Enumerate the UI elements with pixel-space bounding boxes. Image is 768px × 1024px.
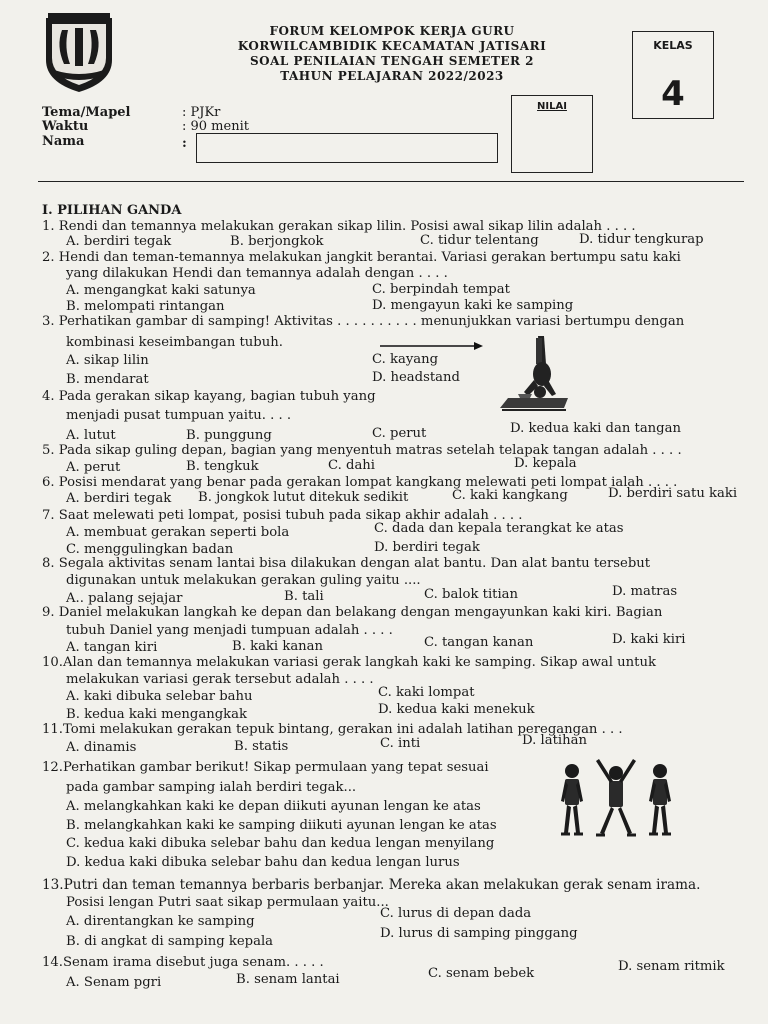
q11-option-a[interactable]: A. dinamis (66, 740, 137, 755)
header-line-4: TAHUN PELAJARAN 2022/2023 (280, 69, 504, 83)
q6-option-c[interactable]: C. kaki kangkang (452, 488, 568, 503)
q3-option-a[interactable]: A. sikap lilin (66, 353, 149, 368)
question-7: 7. Saat melewati peti lompat, posisi tubuh pada sikap akhir adalah . . . . (42, 508, 523, 523)
question-9-line-2: tubuh Daniel yang menjadi tumpuan adalah . . . . (66, 623, 393, 638)
q2-option-c[interactable]: C. berpindah tempat (372, 282, 510, 297)
q3-option-d[interactable]: D. headstand (372, 370, 460, 385)
q1-option-a[interactable]: A. berdiri tegak (66, 234, 172, 249)
question-9: 9. Daniel melakukan langkah ke depan dan belakang dengan mengayunkan kaki kiri. Bagian (42, 605, 663, 620)
q13-option-c[interactable]: C. lurus di depan dada (380, 906, 532, 921)
q8-option-d[interactable]: D. matras (612, 584, 678, 599)
question-13-line-2: Posisi lengan Putri saat sikap permulaan yaitu... (66, 895, 389, 910)
question-4: 4. Pada gerakan sikap kayang, bagian tubuh yang (42, 389, 376, 404)
q5-option-a[interactable]: A. perut (66, 460, 121, 475)
q8-option-a[interactable]: A.. palang sejajar (66, 591, 183, 606)
q4-option-c[interactable]: C. perut (372, 426, 427, 441)
q14-option-a[interactable]: A. Senam pgri (66, 975, 162, 990)
question-10: 10.Alan dan temannya melakukan variasi gerak langkah kaki ke samping. Sikap awal untuk (42, 655, 656, 670)
q13-option-d[interactable]: D. lurus di samping pinggang (380, 926, 578, 941)
q7-option-a[interactable]: A. membuat gerakan seperti bola (66, 525, 290, 540)
q14-option-c[interactable]: C. senam bebek (428, 966, 535, 981)
tema-value: : PJKr (182, 105, 221, 120)
arrow-icon (380, 337, 484, 356)
q14-option-b[interactable]: B. senam lantai (236, 972, 340, 987)
question-4-line-2: menjadi pusat tumpuan yaitu. . . . (66, 408, 292, 423)
q12-option-d[interactable]: D. kedua kaki dibuka selebar bahu dan kedua lengan lurus (66, 855, 460, 870)
question-13: 13.Putri dan teman temannya berbaris berbanjar. Mereka akan melakukan gerak senam irama. (42, 877, 701, 893)
tema-label: Tema/Mapel (42, 105, 131, 120)
q11-option-d[interactable]: D. latihan (522, 733, 587, 748)
question-10-line-2: melakukan variasi gerak tersebut adalah . . . . (66, 672, 374, 687)
q13-option-a[interactable]: A. direntangkan ke samping (66, 914, 255, 929)
q6-option-b[interactable]: B. jongkok lutut ditekuk sedikit (198, 490, 409, 505)
waktu-label: Waktu (42, 119, 89, 134)
nama-field[interactable] (196, 133, 498, 163)
nama-label: Nama (42, 134, 85, 149)
q2-option-a[interactable]: A. mengangkat kaki satunya (66, 283, 256, 298)
question-2: 2. Hendi dan teman-temannya melakukan jangkit berantai. Variasi gerakan bertumpu satu kaki (42, 250, 681, 265)
q6-option-a[interactable]: A. berdiri tegak (66, 491, 172, 506)
waktu-value: : 90 menit (182, 119, 249, 134)
q10-option-b[interactable]: B. kedua kaki mengangkak (66, 707, 247, 722)
q7-option-c2[interactable]: C. menggulingkan badan (66, 542, 234, 557)
question-12: 12.Perhatikan gambar berikut! Sikap permulaan yang tepat sesuai (42, 760, 489, 775)
q6-option-d[interactable]: D. berdiri satu kaki (608, 486, 738, 501)
q4-option-d[interactable]: D. kedua kaki dan tangan (510, 421, 681, 436)
kelas-label: KELAS (653, 39, 693, 52)
q4-option-a[interactable]: A. lutut (66, 428, 116, 443)
q10-option-c[interactable]: C. kaki lompat (378, 685, 475, 700)
q11-option-b[interactable]: B. statis (234, 739, 289, 754)
q2-option-b[interactable]: B. melompati rintangan (66, 299, 225, 314)
question-11: 11.Tomi melakukan gerakan tepuk bintang, gerakan ini adalah latihan peregangan . . . (42, 722, 623, 737)
q8-option-b[interactable]: B. tali (284, 589, 324, 604)
q7-option-c1[interactable]: C. dada dan kepala terangkat ke atas (374, 521, 624, 536)
q5-option-c[interactable]: C. dahi (328, 458, 376, 473)
header-line-1: FORUM KELOMPOK KERJA GURU (269, 24, 515, 38)
question-8: 8. Segala aktivitas senam lantai bisa dilakukan dengan alat bantu. Dan alat bantu tersebut (42, 556, 651, 571)
q2-option-d[interactable]: D. mengayun kaki ke samping (372, 298, 574, 313)
question-3: 3. Perhatikan gambar di samping! Aktivitas . . . . . . . . . . menunjukkan variasi bertumpu dengan (42, 314, 685, 329)
question-3-line-2: kombinasi keseimbangan tubuh. (66, 335, 283, 350)
q9-option-d[interactable]: D. kaki kiri (612, 632, 686, 647)
q14-option-d[interactable]: D. senam ritmik (618, 959, 725, 974)
q5-option-b[interactable]: B. tengkuk (186, 459, 259, 474)
q9-option-a[interactable]: A. tangan kiri (66, 640, 158, 655)
q1-option-b[interactable]: B. berjongkok (230, 234, 324, 249)
q9-option-c[interactable]: C. tangan kanan (424, 635, 534, 650)
q1-option-d[interactable]: D. tidur tengkurap (579, 232, 704, 247)
q3-option-b[interactable]: B. mendarat (66, 372, 149, 387)
q12-option-a[interactable]: A. melangkahkan kaki ke depan diikuti ayunan lengan ke atas (66, 799, 481, 814)
question-5: 5. Pada sikap guling depan, bagian yang menyentuh matras setelah telapak tangan adalah . . . . (42, 443, 682, 458)
q3-option-c[interactable]: C. kayang (372, 352, 439, 367)
question-14: 14.Senam irama disebut juga senam. . . . . (42, 955, 324, 970)
q4-option-b[interactable]: B. punggung (186, 428, 272, 443)
gymnastics-figures-image (556, 757, 676, 843)
kelas-value: 4 (661, 74, 685, 114)
section-title: I. PILIHAN GANDA (42, 203, 182, 218)
q13-option-b[interactable]: B. di angkat di samping kepala (66, 934, 274, 949)
q10-option-d[interactable]: D. kedua kaki menekuk (378, 702, 535, 717)
question-12-line-2: pada gambar samping ialah berdiri tegak... (66, 780, 357, 795)
q5-option-d[interactable]: D. kepala (514, 456, 577, 471)
header-line-3: SOAL PENILAIAN TENGAH SEMETER 2 (249, 54, 535, 68)
q10-option-a[interactable]: A. kaki dibuka selebar bahu (66, 689, 253, 704)
q8-option-c[interactable]: C. balok titian (424, 587, 519, 602)
headstand-figure-image (498, 334, 574, 418)
q11-option-c[interactable]: C. inti (380, 736, 421, 751)
question-1: 1. Rendi dan temannya melakukan gerakan sikap lilin. Posisi awal sikap lilin adalah . . . . (42, 219, 636, 234)
q12-option-c[interactable]: C. kedua kaki dibuka selebar bahu dan kedua lengan menyilang (66, 836, 495, 851)
q9-option-b[interactable]: B. kaki kanan (232, 639, 324, 654)
q1-option-c[interactable]: C. tidur telentang (420, 233, 539, 248)
nama-colon: : (182, 136, 187, 151)
q12-option-b[interactable]: B. melangkahkan kaki ke samping diikuti ayunan lengan ke atas (66, 818, 497, 833)
nilai-label: NILAI (537, 101, 567, 112)
question-2-line-2: yang dilakukan Hendi dan temannya adalah dengan . . . . (66, 266, 448, 281)
q7-option-d[interactable]: D. berdiri tegak (374, 540, 480, 555)
question-6: 6. Posisi mendarat yang benar pada gerakan lompat kangkang melewati peti lompat ialah . . . . (42, 475, 678, 490)
header-divider (38, 181, 744, 182)
header-line-2: KORWILCAMBIDIK KECAMATAN JATISARI (237, 39, 547, 53)
question-8-line-2: digunakan untuk melakukan gerakan guling yaitu .... (66, 573, 421, 588)
